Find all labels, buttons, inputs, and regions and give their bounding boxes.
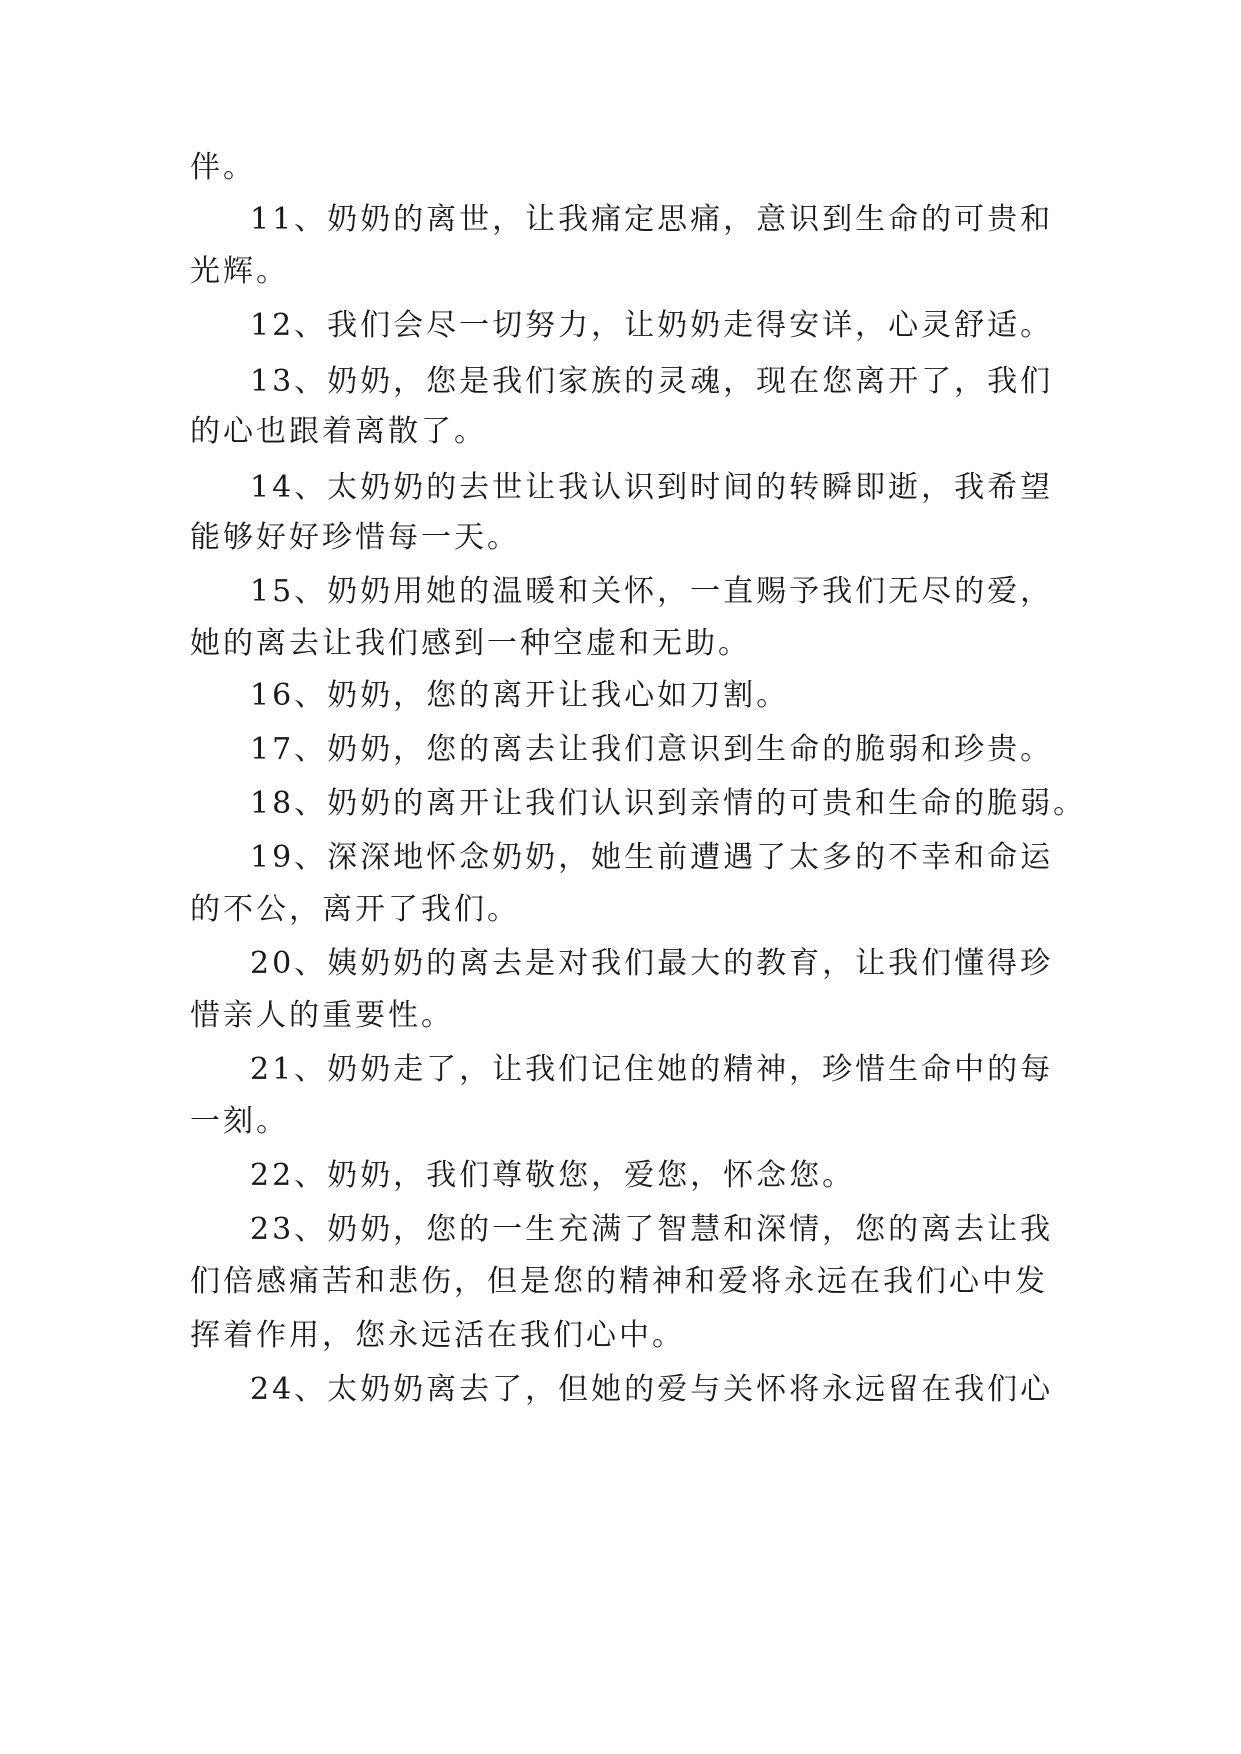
text-line: 一刻。 [190,1104,289,1139]
text-line: 们倍感痛苦和悲伤，但是您的精神和爱将永远在我们心中发 [190,1264,1048,1299]
text-line: 19、深深地怀念奶奶，她生前遭遇了太多的不幸和命运 [250,840,1054,875]
text-line: 21、奶奶走了，让我们记住她的精神，珍惜生命中的每 [250,1052,1054,1087]
text-line: 13、奶奶，您是我们家族的灵魂，现在您离开了，我们 [250,364,1054,399]
text-line: 16、奶奶，您的离开让我心如刀割。 [250,678,790,713]
text-line: 能够好好珍惜每一天。 [190,520,520,555]
text-line: 光辉。 [190,254,289,289]
text-line: 11、奶奶的离世，让我痛定思痛，意识到生命的可贵和 [250,202,1054,237]
text-line: 23、奶奶，您的一生充满了智慧和深情，您的离去让我 [250,1212,1054,1247]
text-line: 18、奶奶的离开让我们认识到亲情的可贵和生命的脆弱。 [250,786,1087,821]
text-line: 惜亲人的重要性。 [190,998,454,1033]
text-line: 17、奶奶，您的离去让我们意识到生命的脆弱和珍贵。 [250,732,1054,767]
text-line: 12、我们会尽一切努力，让奶奶走得安详，心灵舒适。 [250,308,1054,343]
text-line: 她的离去让我们感到一种空虚和无助。 [190,626,751,661]
text-line: 24、太奶奶离去了，但她的爱与关怀将永远留在我们心 [250,1372,1054,1407]
text-line: 的不公，离开了我们。 [190,892,520,927]
text-line: 15、奶奶用她的温暖和关怀，一直赐予我们无尽的爱， [250,574,1054,609]
text-line: 20、姨奶奶的离去是对我们最大的教育，让我们懂得珍 [250,946,1054,981]
text-line: 挥着作用，您永远活在我们心中。 [190,1318,685,1353]
text-line: 14、太奶奶的去世让我认识到时间的转瞬即逝，我希望 [250,470,1054,505]
text-line: 伴。 [190,150,256,185]
text-line: 的心也跟着离散了。 [190,414,487,449]
text-line: 22、奶奶，我们尊敬您，爱您，怀念您。 [250,1158,856,1193]
